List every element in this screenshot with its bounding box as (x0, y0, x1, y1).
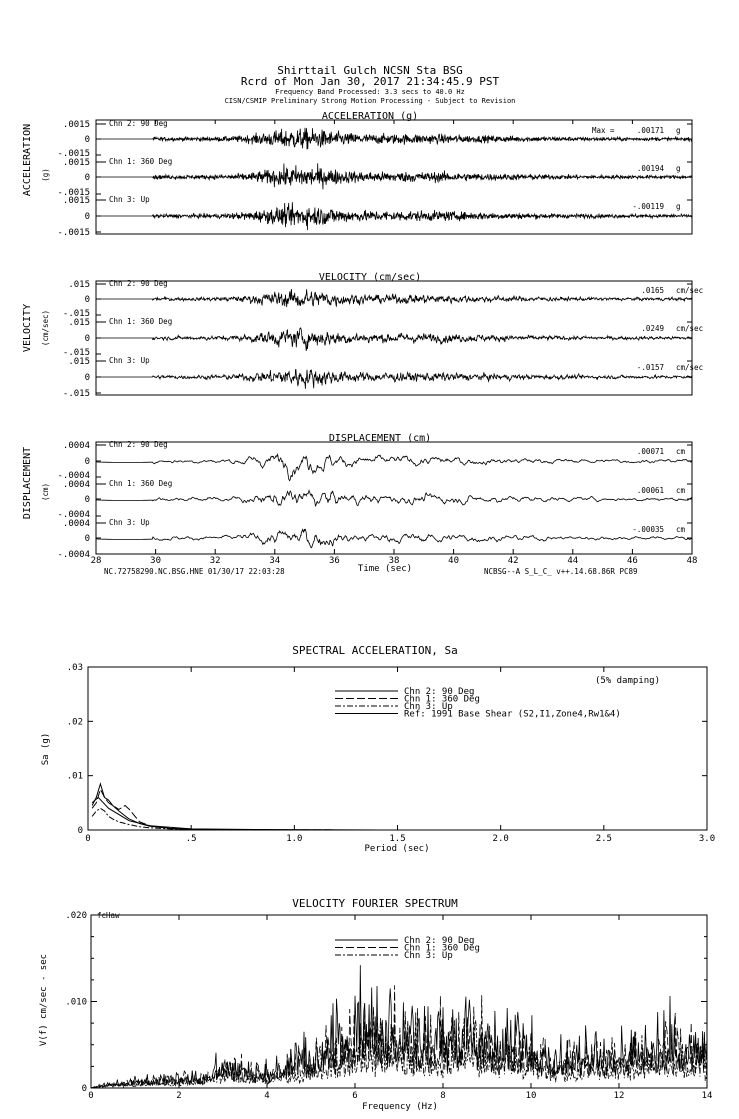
legend-label: Ref: 1991 Base Shear (S2,I1,Zone4,Rw1&4) (404, 709, 621, 720)
damping-label: (5% damping) (594, 676, 660, 686)
acceleration-unit: (g) (41, 168, 50, 182)
y-tick-label: 0 (84, 173, 90, 183)
waveform-line (96, 202, 692, 230)
fourier-title: VELOCITY FOURIER SPECTRUM (292, 897, 458, 910)
y-tick-label: 0 (84, 373, 90, 383)
max-value: .0249 (641, 324, 664, 333)
channel-label: Chn 3: Up (109, 195, 150, 204)
acceleration-title: ACCELERATION (g) (321, 111, 419, 122)
y-tick-label: .02 (66, 717, 83, 728)
x-tick-label: 40 (448, 556, 460, 566)
fourier-corner-label: fcHaw (97, 911, 120, 920)
max-unit: g (676, 202, 681, 211)
y-tick-label: -.015 (62, 348, 90, 358)
period-xlabel: Period (sec) (364, 844, 430, 854)
y-tick-label: 0 (84, 534, 90, 544)
x-tick-label: 3.0 (698, 834, 716, 844)
max-unit: cm/sec (676, 324, 704, 333)
channel-label: Chn 3: Up (109, 518, 150, 527)
velocity-ylabel: VELOCITY (22, 303, 33, 353)
y-tick-label: .015 (68, 280, 90, 290)
time-axis-label: Time (sec) (357, 564, 413, 574)
acceleration-ylabel: ACCELERATION (22, 123, 33, 197)
x-tick-label: 12 (613, 1091, 625, 1101)
x-tick-label: 4 (264, 1091, 270, 1101)
legend-label: Chn 1: 360 Deg (404, 943, 480, 954)
frequency-band: Frequency Band Processed: 3.3 secs to 40.0 Hz (275, 88, 465, 96)
x-tick-label: 1.0 (286, 834, 303, 844)
max-unit: cm/sec (676, 363, 704, 372)
max-value: -.00119 (632, 202, 664, 211)
x-tick-label: 32 (209, 556, 221, 566)
channel-label: Chn 2: 90 Deg (109, 440, 168, 449)
file-id: NC.72758290.NC.BSG.HNE 01/30/17 22:03:28 (104, 567, 285, 576)
max-unit: cm (676, 447, 686, 456)
y-tick-label: .0004 (62, 441, 90, 451)
chart-marks (57, 119, 715, 1101)
legend-label: Chn 2: 90 Deg (404, 936, 475, 946)
y-tick-label: -.0015 (57, 228, 90, 238)
x-tick-label: 42 (507, 556, 519, 566)
frequency-xlabel: Frequency (Hz) (362, 1102, 438, 1112)
x-tick-label: 2 (176, 1091, 182, 1101)
y-tick-label: 0 (84, 295, 90, 305)
x-tick-label: 46 (626, 556, 638, 566)
x-tick-label: 6 (352, 1091, 358, 1101)
x-tick-label: 28 (90, 556, 102, 566)
y-tick-label: -.0004 (57, 550, 90, 560)
y-tick-label: 0 (84, 334, 90, 344)
waveform-line (96, 529, 692, 548)
max-value: -.00035 (632, 525, 664, 534)
x-tick-label: 48 (686, 556, 698, 566)
fourier-series-line (91, 985, 707, 1088)
legend-label: Chn 3: Up (404, 702, 453, 712)
y-tick-label: 0 (84, 212, 90, 222)
y-tick-label: -.015 (62, 309, 90, 319)
y-tick-label: -.015 (62, 389, 90, 399)
y-tick-label: 0 (84, 457, 90, 467)
channel-label: Chn 1: 360 Deg (109, 317, 173, 326)
spectral-series-line (92, 789, 707, 830)
max-unit: g (676, 164, 681, 173)
channel-label: Chn 3: Up (109, 356, 150, 365)
x-tick-label: 8 (440, 1091, 446, 1101)
displacement-unit: (cm) (41, 482, 50, 502)
y-tick-label: -.0015 (57, 188, 90, 198)
x-tick-label: 44 (567, 556, 579, 566)
max-value: .00071 (636, 447, 664, 456)
max-value: .00061 (636, 486, 664, 495)
y-tick-label: 0 (77, 826, 83, 836)
max-value: -.0157 (636, 363, 664, 372)
y-tick-label: .0015 (62, 196, 90, 206)
channel-label: Chn 1: 360 Deg (109, 157, 173, 166)
displacement-ylabel: DISPLACEMENT (22, 446, 33, 520)
station-title: Shirttail Gulch NCSN Sta BSG (277, 64, 463, 77)
spectral-series-line (92, 797, 707, 830)
processing-id: NCBSG--A S_L_C_ v++.14.68.86R PC89 (484, 567, 638, 576)
y-tick-label: .010 (65, 997, 87, 1008)
waveform-line (96, 369, 692, 389)
channel-label: Chn 1: 360 Deg (109, 479, 173, 488)
y-tick-label: .03 (66, 663, 83, 673)
legend-label: Chn 3: Up (404, 951, 453, 961)
y-tick-label: .0015 (62, 120, 90, 130)
legend-label: Chn 2: 90 Deg (404, 687, 475, 697)
velocity-title: VELOCITY (cm/sec) (318, 272, 422, 283)
sa-ylabel: Sa (g) (41, 732, 51, 766)
y-tick-label: .01 (66, 771, 83, 782)
max-unit: cm (676, 525, 686, 534)
max-unit: cm/sec (676, 286, 704, 295)
spectral-series-line (92, 808, 707, 830)
fourier-ylabel: V(f) cm/sec - sec (39, 953, 49, 1047)
legend-label: Chn 1: 360 Deg (404, 694, 480, 705)
spectral-series-line (92, 784, 707, 830)
max-value: .00171 (636, 126, 664, 135)
x-tick-label: 1.5 (389, 834, 406, 844)
x-tick-label: 10 (525, 1091, 537, 1101)
y-tick-label: 0 (84, 495, 90, 505)
y-tick-label: -.0015 (57, 149, 90, 159)
waveform-line (96, 454, 692, 480)
record-time: Rcrd of Mon Jan 30, 2017 21:34:45.9 PST (240, 75, 500, 88)
y-tick-label: -.0004 (57, 510, 90, 520)
fourier-series-line (91, 965, 707, 1088)
max-prefix: Max = (592, 126, 615, 135)
velocity-unit: (cm/sec) (41, 309, 50, 347)
x-tick-label: .5 (185, 834, 197, 844)
x-tick-label: 2.0 (492, 834, 509, 844)
y-tick-label: .0004 (62, 480, 90, 490)
x-tick-label: 30 (150, 556, 162, 566)
y-tick-label: .0004 (62, 519, 90, 529)
channel-label: Chn 2: 90 Deg (109, 119, 168, 128)
x-tick-label: 36 (328, 556, 340, 566)
spectral-title: SPECTRAL ACCELERATION, Sa (292, 644, 458, 657)
processing-note: CISN/CSMIP Preliminary Strong Motion Processing - Subject to Revision (224, 97, 516, 105)
waveform-line (96, 328, 692, 351)
x-tick-label: 14 (701, 1091, 713, 1101)
waveform-line (96, 491, 692, 507)
waveform-line (96, 289, 692, 307)
y-tick-label: 0 (81, 1084, 87, 1094)
waveform-line (96, 163, 692, 189)
x-tick-label: 38 (388, 556, 400, 566)
max-unit: g (676, 126, 681, 135)
x-tick-label: 2.5 (595, 834, 612, 844)
y-tick-label: .015 (68, 318, 90, 328)
max-unit: cm (676, 486, 686, 495)
y-tick-label: .020 (65, 911, 87, 921)
max-value: .0165 (641, 286, 664, 295)
displacement-title: DISPLACEMENT (cm) (328, 433, 432, 444)
x-tick-label: 0 (85, 834, 91, 844)
channel-label: Chn 2: 90 Deg (109, 279, 168, 288)
y-tick-label: 0 (84, 135, 90, 145)
y-tick-label: .015 (68, 357, 90, 367)
x-tick-label: 34 (269, 556, 281, 566)
y-tick-label: .0015 (62, 158, 90, 168)
max-value: .00194 (636, 164, 664, 173)
x-tick-label: 0 (88, 1091, 94, 1101)
y-tick-label: -.0004 (57, 471, 90, 481)
